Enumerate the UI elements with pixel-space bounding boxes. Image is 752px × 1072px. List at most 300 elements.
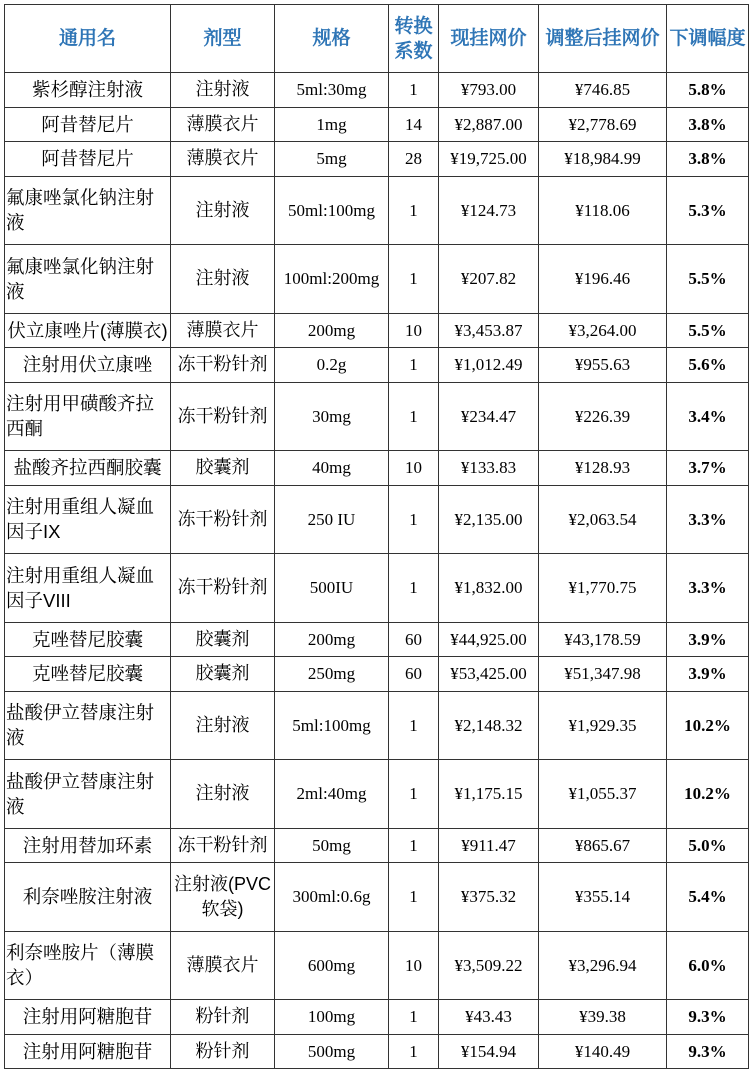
reduction-rate-cell — [667, 622, 749, 657]
specification-text: 2ml:40mg — [296, 784, 367, 804]
adjusted-price-text: ¥226.39 — [574, 406, 631, 426]
conversion-factor-cell — [389, 313, 439, 348]
reduction-rate-text: 3.9% — [688, 664, 727, 684]
table-row — [5, 828, 749, 863]
specification-cell — [275, 554, 389, 623]
reduction-rate-cell — [667, 863, 749, 932]
dosage-form-cell — [171, 691, 275, 760]
specification-text: 5mg — [316, 149, 347, 169]
conversion-factor-cell — [389, 107, 439, 142]
specification-text: 300ml:0.6g — [292, 887, 371, 907]
conversion-factor-cell — [389, 657, 439, 692]
adjusted-price-text: ¥955.63 — [574, 355, 631, 375]
adjusted-price-cell — [539, 760, 667, 829]
conversion-factor-text: 60 — [405, 629, 422, 649]
specification-cell — [275, 1000, 389, 1035]
header-adjusted-price: 调整后挂网价 — [539, 5, 667, 73]
dosage-form-text: 注射液 — [195, 199, 250, 220]
conversion-factor-cell — [389, 760, 439, 829]
specification-text: 0.2g — [316, 355, 347, 375]
drug-price-adjustment-table — [4, 4, 749, 1069]
conversion-factor-cell — [389, 828, 439, 863]
drug-name-cell — [5, 863, 171, 932]
adjusted-price-cell — [539, 245, 667, 314]
dosage-form-text: 薄膜衣片 — [186, 319, 259, 340]
table-row — [5, 863, 749, 932]
dosage-form-cell — [171, 1034, 275, 1069]
drug-name-cell — [5, 382, 171, 451]
table-row — [5, 107, 749, 142]
drug-name-text: 利奈唑胺注射液 — [22, 886, 153, 908]
dosage-form-cell — [171, 828, 275, 863]
reduction-rate-text: 3.4% — [688, 406, 727, 426]
specification-text: 250mg — [307, 664, 356, 684]
dosage-form-cell — [171, 73, 275, 108]
specification-cell — [275, 931, 389, 1000]
specification-cell — [275, 176, 389, 245]
specification-cell — [275, 245, 389, 314]
adjusted-price-text: ¥118.06 — [575, 200, 630, 220]
drug-name-text: 紫杉醇注射液 — [31, 79, 143, 101]
drug-name-text: 注射用阿糖胞苷 — [22, 1040, 153, 1062]
table-row — [5, 760, 749, 829]
reduction-rate-text: 5.6% — [688, 355, 727, 375]
current-price-cell — [439, 760, 539, 829]
dosage-form-cell — [171, 931, 275, 1000]
drug-name-text: 克唑替尼胶囊 — [31, 663, 143, 685]
reduction-rate-text: 5.0% — [688, 835, 727, 855]
dosage-form-cell — [171, 176, 275, 245]
dosage-form-text: 冻干粉针剂 — [177, 834, 268, 855]
dosage-form-text: 胶囊剂 — [195, 628, 250, 649]
reduction-rate-cell — [667, 931, 749, 1000]
specification-cell — [275, 760, 389, 829]
drug-name-cell — [5, 931, 171, 1000]
specification-text: 100mg — [307, 1007, 356, 1027]
conversion-factor-cell — [389, 485, 439, 554]
specification-text: 50ml:100mg — [288, 200, 375, 220]
dosage-form-text: 注射液(PVC软袋) — [173, 873, 271, 919]
current-price-cell — [439, 931, 539, 1000]
specification-text: 200mg — [307, 629, 356, 649]
specification-text: 5ml:30mg — [296, 80, 367, 100]
adjusted-price-text: ¥1,055.37 — [568, 784, 637, 804]
dosage-form-cell — [171, 622, 275, 657]
conversion-factor-text: 10 — [405, 955, 422, 975]
adjusted-price-text: ¥865.67 — [574, 835, 631, 855]
adjusted-price-text: ¥746.85 — [574, 80, 631, 100]
reduction-rate-text: 5.8% — [688, 80, 727, 100]
table-row — [5, 176, 749, 245]
header-row — [5, 5, 749, 73]
drug-name-cell — [5, 760, 171, 829]
adjusted-price-cell — [539, 828, 667, 863]
drug-name-text: 阿昔替尼片 — [41, 113, 134, 135]
reduction-rate-cell — [667, 657, 749, 692]
specification-text: 100ml:200mg — [283, 269, 380, 289]
drug-name-cell — [5, 691, 171, 760]
specification-text: 500IU — [309, 578, 354, 598]
dosage-form-cell — [171, 451, 275, 486]
table-row — [5, 657, 749, 692]
dosage-form-text: 薄膜衣片 — [186, 113, 259, 134]
dosage-form-text: 冻干粉针剂 — [177, 577, 268, 598]
drug-name-cell — [5, 348, 171, 383]
adjusted-price-text: ¥18,984.99 — [564, 149, 641, 169]
reduction-rate-cell — [667, 382, 749, 451]
adjusted-price-cell — [539, 107, 667, 142]
specification-text: 600mg — [307, 955, 356, 975]
adjusted-price-cell — [539, 931, 667, 1000]
table-row — [5, 142, 749, 177]
conversion-factor-cell — [389, 863, 439, 932]
conversion-factor-text: 1 — [409, 509, 418, 529]
table-row — [5, 931, 749, 1000]
current-price-text: ¥793.00 — [460, 80, 517, 100]
drug-name-text: 注射用替加环素 — [22, 834, 153, 856]
drug-name-cell — [5, 451, 171, 486]
adjusted-price-text: ¥3,264.00 — [568, 320, 637, 340]
specification-cell — [275, 863, 389, 932]
current-price-text: ¥53,425.00 — [450, 664, 527, 684]
current-price-text: ¥375.32 — [460, 887, 517, 907]
table-row — [5, 245, 749, 314]
table-header — [5, 5, 749, 73]
drug-name-text: 注射用重组人凝血因子IX — [6, 496, 155, 543]
header-dosage-form: 剂型 — [171, 5, 275, 73]
adjusted-price-cell — [539, 176, 667, 245]
reduction-rate-cell — [667, 142, 749, 177]
conversion-factor-text: 14 — [405, 114, 422, 134]
drug-name-text: 氟康唑氯化钠注射液 — [6, 255, 155, 302]
dosage-form-text: 冻干粉针剂 — [177, 354, 268, 375]
current-price-text: ¥207.82 — [460, 269, 517, 289]
specification-text: 50mg — [312, 835, 351, 855]
conversion-factor-text: 1 — [409, 835, 418, 855]
current-price-cell — [439, 142, 539, 177]
current-price-cell — [439, 622, 539, 657]
conversion-factor-cell — [389, 931, 439, 1000]
conversion-factor-text: 1 — [409, 406, 418, 426]
conversion-factor-text: 28 — [405, 149, 422, 169]
current-price-cell — [439, 73, 539, 108]
adjusted-price-cell — [539, 142, 667, 177]
specification-text: 200mg — [307, 320, 356, 340]
dosage-form-text: 冻干粉针剂 — [177, 405, 268, 426]
reduction-rate-cell — [667, 760, 749, 829]
conversion-factor-cell — [389, 348, 439, 383]
current-price-text: ¥1,175.15 — [454, 784, 523, 804]
reduction-rate-text: 3.8% — [688, 149, 727, 169]
specification-cell — [275, 107, 389, 142]
dosage-form-cell — [171, 107, 275, 142]
conversion-factor-text: 1 — [409, 200, 418, 220]
reduction-rate-text: 3.8% — [688, 114, 727, 134]
current-price-text: ¥2,887.00 — [454, 114, 523, 134]
specification-text: 500mg — [307, 1041, 356, 1061]
current-price-cell — [439, 863, 539, 932]
specification-cell — [275, 142, 389, 177]
dosage-form-cell — [171, 382, 275, 451]
dosage-form-cell — [171, 348, 275, 383]
drug-name-text: 注射用阿糖胞苷 — [22, 1006, 153, 1028]
table-body — [5, 73, 749, 1069]
table-row — [5, 554, 749, 623]
conversion-factor-cell — [389, 73, 439, 108]
reduction-rate-text: 10.2% — [684, 715, 731, 735]
adjusted-price-text: ¥43,178.59 — [564, 629, 641, 649]
header-specification: 规格 — [275, 5, 389, 73]
specification-text: 5ml:100mg — [292, 715, 371, 735]
dosage-form-text: 薄膜衣片 — [186, 148, 259, 169]
dosage-form-text: 注射液 — [195, 79, 250, 100]
current-price-text: ¥911.47 — [461, 835, 516, 855]
drug-name-text: 阿昔替尼片 — [41, 148, 134, 170]
header-reduction-rate: 下调幅度 — [667, 5, 749, 73]
dosage-form-text: 注射液 — [195, 714, 250, 735]
reduction-rate-text: 5.5% — [688, 320, 727, 340]
conversion-factor-cell — [389, 622, 439, 657]
current-price-text: ¥1,012.49 — [454, 355, 523, 375]
adjusted-price-cell — [539, 451, 667, 486]
current-price-text: ¥154.94 — [460, 1041, 517, 1061]
adjusted-price-text: ¥51,347.98 — [564, 664, 641, 684]
current-price-cell — [439, 691, 539, 760]
adjusted-price-cell — [539, 554, 667, 623]
reduction-rate-text: 3.9% — [688, 629, 727, 649]
conversion-factor-cell — [389, 1000, 439, 1035]
header-conversion-factor: 转换系数 — [389, 5, 439, 73]
dosage-form-text: 胶囊剂 — [195, 663, 250, 684]
drug-name-cell — [5, 554, 171, 623]
current-price-text: ¥2,148.32 — [454, 715, 523, 735]
table-row — [5, 348, 749, 383]
reduction-rate-text: 6.0% — [688, 955, 727, 975]
current-price-cell — [439, 485, 539, 554]
specification-cell — [275, 73, 389, 108]
drug-name-cell — [5, 622, 171, 657]
conversion-factor-text: 1 — [409, 887, 418, 907]
current-price-text: ¥3,509.22 — [454, 955, 523, 975]
dosage-form-cell — [171, 863, 275, 932]
drug-name-text: 注射用伏立康唑 — [22, 354, 153, 376]
conversion-factor-text: 1 — [409, 784, 418, 804]
adjusted-price-text: ¥1,929.35 — [568, 715, 637, 735]
reduction-rate-cell — [667, 554, 749, 623]
current-price-cell — [439, 245, 539, 314]
current-price-text: ¥43.43 — [465, 1007, 512, 1027]
dosage-form-text: 薄膜衣片 — [186, 954, 259, 975]
reduction-rate-cell — [667, 107, 749, 142]
conversion-factor-cell — [389, 1034, 439, 1069]
dosage-form-cell — [171, 554, 275, 623]
dosage-form-text: 注射液 — [195, 783, 250, 804]
conversion-factor-text: 60 — [405, 664, 422, 684]
specification-text: 40mg — [312, 458, 351, 478]
table-row — [5, 691, 749, 760]
drug-name-cell — [5, 1034, 171, 1069]
conversion-factor-text: 1 — [409, 578, 418, 598]
dosage-form-cell — [171, 760, 275, 829]
adjusted-price-cell — [539, 657, 667, 692]
adjusted-price-cell — [539, 1034, 667, 1069]
dosage-form-cell — [171, 313, 275, 348]
adjusted-price-text: ¥196.46 — [574, 269, 631, 289]
reduction-rate-cell — [667, 313, 749, 348]
specification-text: 250 IU — [307, 509, 356, 529]
reduction-rate-cell — [667, 451, 749, 486]
specification-cell — [275, 622, 389, 657]
dosage-form-text: 粉针剂 — [195, 1006, 250, 1027]
dosage-form-text: 粉针剂 — [195, 1040, 250, 1061]
current-price-text: ¥124.73 — [460, 200, 517, 220]
conversion-factor-text: 1 — [409, 80, 418, 100]
table-row — [5, 451, 749, 486]
conversion-factor-cell — [389, 142, 439, 177]
dosage-form-cell — [171, 1000, 275, 1035]
drug-name-text: 利奈唑胺片（薄膜衣） — [6, 942, 155, 989]
table-row — [5, 1034, 749, 1069]
conversion-factor-text: 1 — [409, 715, 418, 735]
reduction-rate-cell — [667, 1000, 749, 1035]
drug-name-cell — [5, 245, 171, 314]
reduction-rate-cell — [667, 73, 749, 108]
reduction-rate-text: 5.3% — [688, 200, 727, 220]
drug-name-cell — [5, 313, 171, 348]
conversion-factor-cell — [389, 176, 439, 245]
reduction-rate-text: 5.4% — [688, 887, 727, 907]
conversion-factor-cell — [389, 245, 439, 314]
drug-name-cell — [5, 828, 171, 863]
drug-name-cell — [5, 657, 171, 692]
conversion-factor-text: 1 — [409, 1041, 418, 1061]
adjusted-price-text: ¥355.14 — [574, 887, 631, 907]
dosage-form-cell — [171, 485, 275, 554]
dosage-form-cell — [171, 245, 275, 314]
table-row — [5, 73, 749, 108]
current-price-cell — [439, 1034, 539, 1069]
table-row — [5, 313, 749, 348]
dosage-form-text: 冻干粉针剂 — [177, 508, 268, 529]
reduction-rate-cell — [667, 1034, 749, 1069]
adjusted-price-cell — [539, 73, 667, 108]
reduction-rate-text: 3.3% — [688, 509, 727, 529]
dosage-form-cell — [171, 142, 275, 177]
drug-name-text: 注射用重组人凝血因子VIII — [6, 564, 155, 611]
current-price-text: ¥3,453.87 — [454, 320, 523, 340]
specification-cell — [275, 348, 389, 383]
current-price-cell — [439, 348, 539, 383]
reduction-rate-cell — [667, 828, 749, 863]
adjusted-price-text: ¥3,296.94 — [568, 955, 637, 975]
adjusted-price-text: ¥2,063.54 — [568, 509, 637, 529]
adjusted-price-text: ¥39.38 — [579, 1007, 626, 1027]
current-price-cell — [439, 554, 539, 623]
adjusted-price-cell — [539, 313, 667, 348]
adjusted-price-cell — [539, 622, 667, 657]
reduction-rate-cell — [667, 485, 749, 554]
dosage-form-text: 胶囊剂 — [195, 457, 250, 478]
adjusted-price-cell — [539, 863, 667, 932]
reduction-rate-cell — [667, 348, 749, 383]
current-price-cell — [439, 313, 539, 348]
conversion-factor-text: 1 — [409, 1007, 418, 1027]
current-price-cell — [439, 828, 539, 863]
current-price-cell — [439, 107, 539, 142]
current-price-cell — [439, 451, 539, 486]
specification-cell — [275, 382, 389, 451]
specification-cell — [275, 1034, 389, 1069]
current-price-text: ¥44,925.00 — [450, 629, 527, 649]
current-price-text: ¥133.83 — [460, 458, 517, 478]
drug-name-text: 氟康唑氯化钠注射液 — [6, 187, 155, 234]
conversion-factor-cell — [389, 382, 439, 451]
table-row — [5, 1000, 749, 1035]
current-price-text: ¥234.47 — [460, 406, 517, 426]
drug-name-cell — [5, 485, 171, 554]
specification-cell — [275, 691, 389, 760]
adjusted-price-cell — [539, 382, 667, 451]
current-price-cell — [439, 657, 539, 692]
reduction-rate-text: 9.3% — [688, 1041, 727, 1061]
reduction-rate-text: 9.3% — [688, 1007, 727, 1027]
reduction-rate-text: 10.2% — [684, 784, 731, 804]
adjusted-price-cell — [539, 348, 667, 383]
drug-name-text: 伏立康唑片(薄膜衣) — [7, 319, 168, 341]
adjusted-price-text: ¥140.49 — [574, 1041, 631, 1061]
reduction-rate-text: 3.7% — [688, 458, 727, 478]
reduction-rate-text: 3.3% — [688, 578, 727, 598]
conversion-factor-cell — [389, 554, 439, 623]
table-row — [5, 382, 749, 451]
specification-cell — [275, 485, 389, 554]
conversion-factor-text: 10 — [405, 458, 422, 478]
reduction-rate-text: 5.5% — [688, 269, 727, 289]
adjusted-price-text: ¥2,778.69 — [568, 114, 637, 134]
specification-cell — [275, 828, 389, 863]
conversion-factor-text: 1 — [409, 355, 418, 375]
drug-name-cell — [5, 107, 171, 142]
drug-name-text: 盐酸齐拉西酮胶囊 — [13, 457, 162, 479]
specification-text: 1mg — [316, 114, 347, 134]
current-price-cell — [439, 176, 539, 245]
table-row — [5, 622, 749, 657]
current-price-text: ¥19,725.00 — [450, 149, 527, 169]
table-row — [5, 485, 749, 554]
dosage-form-cell — [171, 657, 275, 692]
drug-name-cell — [5, 142, 171, 177]
conversion-factor-text: 10 — [405, 320, 422, 340]
adjusted-price-text: ¥1,770.75 — [568, 578, 637, 598]
adjusted-price-cell — [539, 691, 667, 760]
adjusted-price-text: ¥128.93 — [574, 458, 631, 478]
drug-name-cell — [5, 73, 171, 108]
drug-name-text: 盐酸伊立替康注射液 — [6, 770, 155, 817]
current-price-text: ¥1,832.00 — [454, 578, 523, 598]
conversion-factor-cell — [389, 451, 439, 486]
reduction-rate-cell — [667, 176, 749, 245]
specification-cell — [275, 451, 389, 486]
drug-name-text: 盐酸伊立替康注射液 — [6, 702, 155, 749]
conversion-factor-text: 1 — [409, 269, 418, 289]
current-price-cell — [439, 1000, 539, 1035]
reduction-rate-cell — [667, 691, 749, 760]
drug-name-cell — [5, 1000, 171, 1035]
current-price-cell — [439, 382, 539, 451]
reduction-rate-cell — [667, 245, 749, 314]
specification-text: 30mg — [312, 406, 351, 426]
adjusted-price-cell — [539, 1000, 667, 1035]
